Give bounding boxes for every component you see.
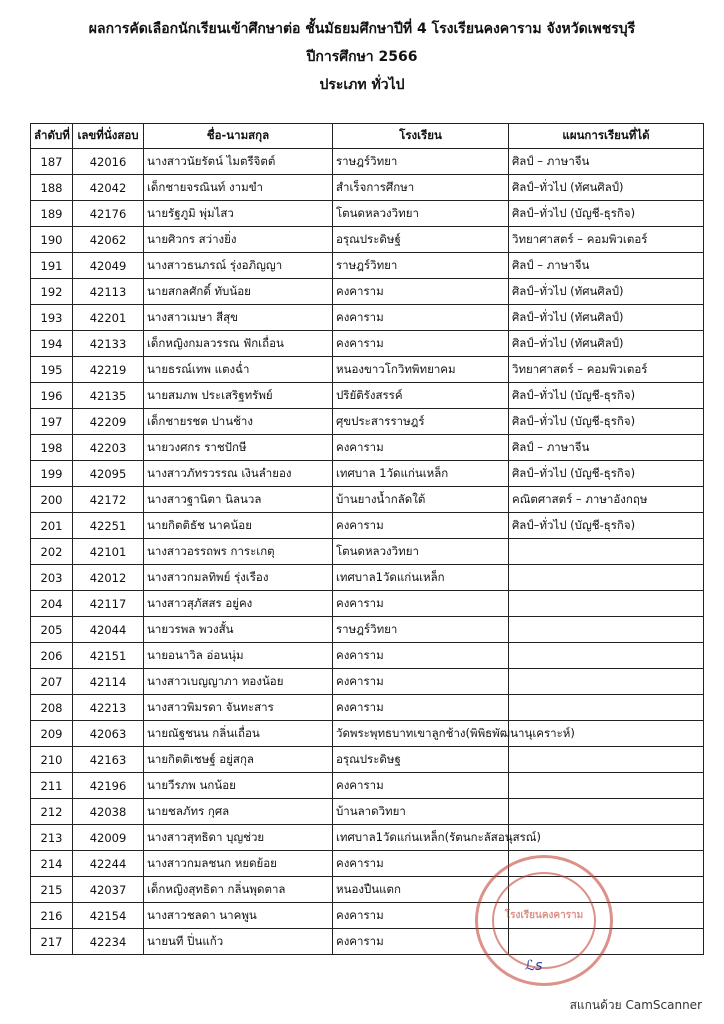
seat-number-cell: 42012 (73, 565, 144, 591)
table-row (31, 149, 704, 175)
order-cell: 209 (31, 721, 73, 747)
school-cell: คงคาราม (333, 331, 509, 357)
order-cell: 193 (31, 305, 73, 331)
name-cell: นางสาวเบญญาภา ทองน้อย (144, 669, 333, 695)
name-cell: นางสาวฐานิตา นิลนวล (144, 487, 333, 513)
school-cell: คงคาราม (333, 669, 509, 695)
name-cell: นางสาวอรรถพร การะเกตุ (144, 539, 333, 565)
order-cell: 206 (31, 643, 73, 669)
order-cell: 201 (31, 513, 73, 539)
seat-number-cell: 42095 (73, 461, 144, 487)
order-cell: 192 (31, 279, 73, 305)
table-row (31, 747, 704, 773)
table-row (31, 513, 704, 539)
signature: ℒs (525, 958, 543, 974)
seat-number-cell: 42251 (73, 513, 144, 539)
column-header-school: โรงเรียน (333, 124, 509, 149)
document-title: ผลการคัดเลือกนักเรียนเข้าศึกษาต่อ ชั้นมัธยมศึกษาปีที่ 4 โรงเรียนคงคาราม จังหวัดเพชรบุรี (88, 21, 636, 37)
table-row (31, 773, 704, 799)
study-plan-cell: ศิลป์ – ภาษาจีน (509, 435, 704, 461)
name-cell: นางสาวกมลชนก หยดย้อย (144, 851, 333, 877)
order-cell: 213 (31, 825, 73, 851)
table-row (31, 357, 704, 383)
order-cell: 188 (31, 175, 73, 201)
school-cell: โตนดหลวงวิทยา (333, 539, 509, 565)
seat-number-cell: 42114 (73, 669, 144, 695)
seat-number-cell: 42203 (73, 435, 144, 461)
seat-number-cell: 42196 (73, 773, 144, 799)
school-cell: บ้านยางน้ำกลัดใต้ (333, 487, 509, 513)
study-plan-cell (509, 799, 704, 825)
order-cell: 210 (31, 747, 73, 773)
seat-number-cell: 42117 (73, 591, 144, 617)
name-cell: นายอนาวิล อ่อนนุ่ม (144, 643, 333, 669)
name-cell: นายวรพล พวงสั้น (144, 617, 333, 643)
study-plan-cell: ศิลป์–ทั่วไป (บัญชี-ธุรกิจ) (509, 201, 704, 227)
stamp-text: โรงเรียนคงคาราม (504, 910, 584, 921)
school-cell: วัดพระพุทธบาทเขาลูกช้าง(พิพิธพัฒนานุเคราะห์) (333, 721, 509, 747)
seat-number-cell: 42219 (73, 357, 144, 383)
order-cell: 217 (31, 929, 73, 955)
study-plan-cell (509, 591, 704, 617)
school-cell: คงคาราม (333, 513, 509, 539)
table-row (31, 253, 704, 279)
school-cell: อรุณประดิษฐ (333, 747, 509, 773)
table-row (31, 591, 704, 617)
school-cell: คงคาราม (333, 903, 509, 929)
study-plan-cell (509, 747, 704, 773)
study-plan-cell (509, 695, 704, 721)
study-plan-cell: วิทยาศาสตร์ – คอมพิวเตอร์ (509, 357, 704, 383)
seat-number-cell: 42172 (73, 487, 144, 513)
name-cell: นางสาวสุภัสสร อยู่คง (144, 591, 333, 617)
order-cell: 207 (31, 669, 73, 695)
name-cell: นายกิตติธัช นาคน้อย (144, 513, 333, 539)
study-plan-cell: ศิลป์–ทั่วไป (บัญชี-ธุรกิจ) (509, 513, 704, 539)
seat-number-cell: 42113 (73, 279, 144, 305)
seat-number-cell: 42151 (73, 643, 144, 669)
study-plan-cell: คณิตศาสตร์ – ภาษาอังกฤษ (509, 487, 704, 513)
name-cell: นายวีรภพ นกน้อย (144, 773, 333, 799)
school-cell: คงคาราม (333, 643, 509, 669)
name-cell: นางสาวธนภรณ์ รุ่งอภิญญา (144, 253, 333, 279)
seat-number-cell: 42133 (73, 331, 144, 357)
order-cell: 208 (31, 695, 73, 721)
school-cell: คงคาราม (333, 695, 509, 721)
table-row (31, 409, 704, 435)
school-cell: อรุณประดิษฐ์ (333, 227, 509, 253)
name-cell: เด็กหญิงสุทธิดา กลิ่นพุดตาล (144, 877, 333, 903)
table-row (31, 331, 704, 357)
table-row (31, 461, 704, 487)
school-cell: เทศบาล 1วัดแก่นเหล็ก (333, 461, 509, 487)
name-cell: นายสกลศักดิ์ ทับน้อย (144, 279, 333, 305)
school-seal-stamp (475, 855, 613, 986)
table-header-row (31, 124, 704, 149)
name-cell: เด็กชายจรณินท์ งามขำ (144, 175, 333, 201)
column-header-name: ชื่อ-นามสกุล (144, 124, 333, 149)
seat-number-cell: 42201 (73, 305, 144, 331)
study-plan-cell: ศิลป์–ทั่วไป (บัญชี-ธุรกิจ) (509, 383, 704, 409)
seat-number-cell: 42101 (73, 539, 144, 565)
school-cell: ปริยัติรังสรรค์ (333, 383, 509, 409)
table-row (31, 617, 704, 643)
order-cell: 212 (31, 799, 73, 825)
results-table (30, 123, 704, 955)
study-plan-cell: ศิลป์–ทั่วไป (ทัศนศิลป์) (509, 279, 704, 305)
school-cell: หนองปืนแตก (333, 877, 509, 903)
name-cell: นายสมภพ ประเสริฐทรัพย์ (144, 383, 333, 409)
school-cell: เทศบาล1วัดแก่นเหล็ก(รัตนกะลัสอนุสรณ์) (333, 825, 509, 851)
seat-number-cell: 42063 (73, 721, 144, 747)
study-plan-cell (509, 565, 704, 591)
name-cell: นางสาวชลดา นาคพูน (144, 903, 333, 929)
study-plan-cell: ศิลป์–ทั่วไป (ทัศนศิลป์) (509, 331, 704, 357)
order-cell: 196 (31, 383, 73, 409)
order-cell: 216 (31, 903, 73, 929)
school-cell: บ้านลาดวิทยา (333, 799, 509, 825)
seat-number-cell: 42234 (73, 929, 144, 955)
order-cell: 200 (31, 487, 73, 513)
order-cell: 197 (31, 409, 73, 435)
table-row (31, 825, 704, 851)
order-cell: 189 (31, 201, 73, 227)
name-cell: เด็กหญิงกมลวรรณ ฟักเถื่อน (144, 331, 333, 357)
seat-number-cell: 42213 (73, 695, 144, 721)
seat-number-cell: 42163 (73, 747, 144, 773)
study-plan-cell: ศิลป์–ทั่วไป (ทัศนศิลป์) (509, 175, 704, 201)
seat-number-cell: 42135 (73, 383, 144, 409)
seat-number-cell: 42049 (73, 253, 144, 279)
seat-number-cell: 42154 (73, 903, 144, 929)
order-cell: 203 (31, 565, 73, 591)
seat-number-cell: 42016 (73, 149, 144, 175)
order-cell: 194 (31, 331, 73, 357)
study-plan-cell: ศิลป์–ทั่วไป (บัญชี-ธุรกิจ) (509, 461, 704, 487)
study-plan-cell: ศิลป์ – ภาษาจีน (509, 253, 704, 279)
school-cell: สำเร็จการศึกษา (333, 175, 509, 201)
name-cell: นางสาวภัทรวรรณ เงินลำยอง (144, 461, 333, 487)
study-plan-cell: ศิลป์–ทั่วไป (บัญชี-ธุรกิจ) (509, 409, 704, 435)
table-row (31, 175, 704, 201)
study-plan-cell: ศิลป์ – ภาษาจีน (509, 149, 704, 175)
school-cell: คงคาราม (333, 305, 509, 331)
table-row (31, 695, 704, 721)
table-row (31, 305, 704, 331)
study-plan-cell (509, 643, 704, 669)
study-plan-cell (509, 539, 704, 565)
seat-number-cell: 42044 (73, 617, 144, 643)
order-cell: 202 (31, 539, 73, 565)
name-cell: นายรัฐภูมิ พุ่มไสว (144, 201, 333, 227)
school-cell: หนองขาวโกวิทพิทยาคม (333, 357, 509, 383)
order-cell: 198 (31, 435, 73, 461)
school-cell: ราษฎร์วิทยา (333, 149, 509, 175)
school-cell: คงคาราม (333, 279, 509, 305)
school-cell: ราษฎร์วิทยา (333, 617, 509, 643)
table-row (31, 851, 704, 877)
name-cell: นายธรณ์เทพ แตงฉ่ำ (144, 357, 333, 383)
table-row (31, 643, 704, 669)
seat-number-cell: 42244 (73, 851, 144, 877)
name-cell: นางสาวนัยรัตน์ ไมตรีจิตต์ (144, 149, 333, 175)
order-cell: 187 (31, 149, 73, 175)
table-row (31, 201, 704, 227)
camscanner-watermark: สแกนด้วย CamScanner (569, 998, 702, 1012)
seat-number-cell: 42037 (73, 877, 144, 903)
school-cell: คงคาราม (333, 929, 509, 955)
seat-number-cell: 42042 (73, 175, 144, 201)
column-header-order: ลำดับที่ (31, 124, 73, 149)
order-cell: 204 (31, 591, 73, 617)
school-cell: เทศบาล1วัดแก่นเหล็ก (333, 565, 509, 591)
table-row (31, 539, 704, 565)
order-cell: 199 (31, 461, 73, 487)
order-cell: 190 (31, 227, 73, 253)
table-row (31, 279, 704, 305)
name-cell: นายนที ปิ่นแก้ว (144, 929, 333, 955)
study-plan-cell: วิทยาศาสตร์ – คอมพิวเตอร์ (509, 227, 704, 253)
school-cell: คงคาราม (333, 435, 509, 461)
name-cell: นางสาวกมลทิพย์ รุ่งเรือง (144, 565, 333, 591)
name-cell: นายวงศกร ราชปักษี (144, 435, 333, 461)
seat-number-cell: 42062 (73, 227, 144, 253)
name-cell: นางสาวเมษา สีสุข (144, 305, 333, 331)
table-row (31, 721, 704, 747)
school-cell: คงคาราม (333, 851, 509, 877)
name-cell: นายชลภัทร กุศล (144, 799, 333, 825)
column-header-seat-number: เลขที่นั่งสอบ (73, 124, 144, 149)
seat-number-cell: 42038 (73, 799, 144, 825)
academic-year: ปีการศึกษา 2566 (306, 49, 418, 65)
table-row (31, 487, 704, 513)
name-cell: นายศิวกร สว่างยิ่ง (144, 227, 333, 253)
table-row (31, 565, 704, 591)
name-cell: นางสาวพิมรดา จันทะสาร (144, 695, 333, 721)
seat-number-cell: 42209 (73, 409, 144, 435)
order-cell: 211 (31, 773, 73, 799)
name-cell: นางสาวสุทธิดา บุญช่วย (144, 825, 333, 851)
school-cell: โตนดหลวงวิทยา (333, 201, 509, 227)
table-row (31, 435, 704, 461)
school-cell: ศุขประสารราษฎร์ (333, 409, 509, 435)
column-header-study-plan: แผนการเรียนที่ได้ (509, 124, 704, 149)
order-cell: 195 (31, 357, 73, 383)
table-row (31, 383, 704, 409)
table-row (31, 227, 704, 253)
table-row (31, 669, 704, 695)
table-body (31, 149, 704, 955)
table-row (31, 799, 704, 825)
school-cell: คงคาราม (333, 773, 509, 799)
name-cell: เด็กชายรชต ปานช้าง (144, 409, 333, 435)
name-cell: นายกิตติเชษฐ์ อยู่สกุล (144, 747, 333, 773)
order-cell: 214 (31, 851, 73, 877)
study-plan-cell (509, 669, 704, 695)
study-plan-cell (509, 617, 704, 643)
school-cell: คงคาราม (333, 591, 509, 617)
seat-number-cell: 42176 (73, 201, 144, 227)
study-plan-cell (509, 773, 704, 799)
order-cell: 205 (31, 617, 73, 643)
study-plan-cell: ศิลป์–ทั่วไป (ทัศนศิลป์) (509, 305, 704, 331)
name-cell: นายณัฐชนน กลิ่นเถื่อน (144, 721, 333, 747)
admission-type: ประเภท ทั่วไป (319, 77, 405, 93)
order-cell: 191 (31, 253, 73, 279)
order-cell: 215 (31, 877, 73, 903)
school-cell: ราษฎร์วิทยา (333, 253, 509, 279)
seat-number-cell: 42009 (73, 825, 144, 851)
